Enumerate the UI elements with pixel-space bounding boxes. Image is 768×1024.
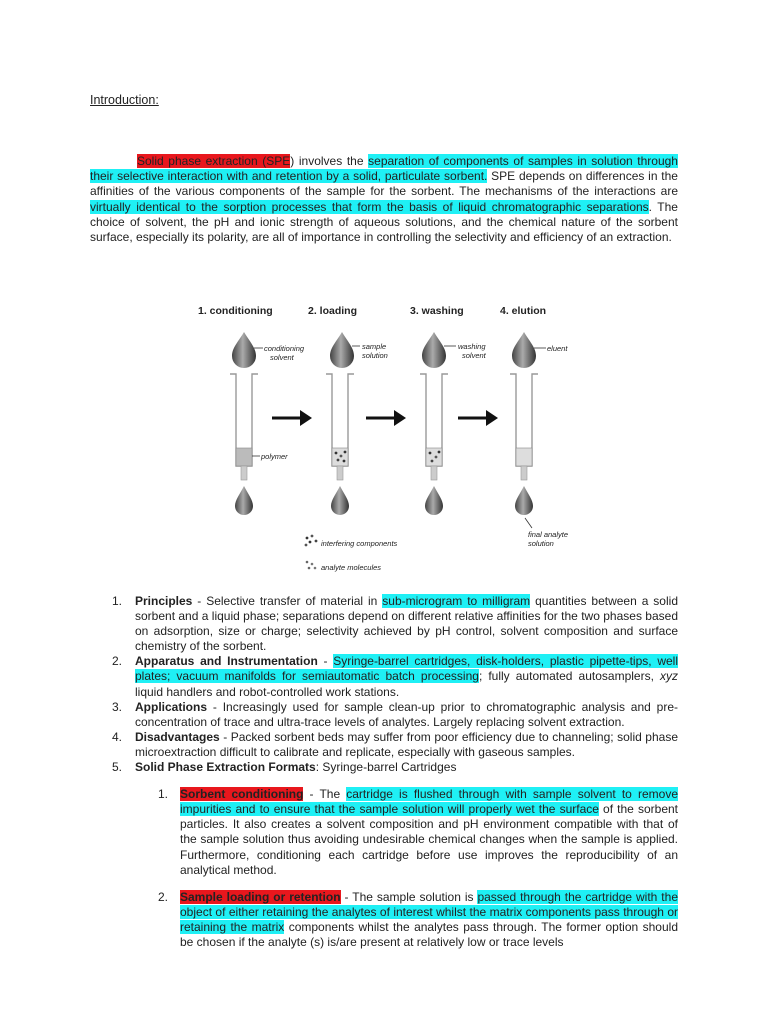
interfering-components-icon — [305, 535, 318, 547]
step-title-washing: 3. washing — [410, 305, 464, 317]
step-title-conditioning: 1. conditioning — [198, 305, 273, 317]
list-item-formats: 5. Solid Phase Extraction Formats: Syringe-barrel Cartridges — [112, 760, 457, 775]
spe-steps-diagram — [190, 296, 590, 582]
highlight-separation: separation of components of samples in solution through their selective interaction with and retention by a solid, particulate sorbent. — [90, 154, 678, 184]
final-analyte-label-1: final analyte — [528, 530, 569, 539]
step-title-elution: 4. elution — [500, 305, 547, 317]
washing-label-2: solvent — [462, 351, 486, 360]
conditioning-drop-icon — [232, 332, 256, 368]
section-heading: Introduction: — [90, 93, 159, 107]
figure-legend — [305, 535, 398, 572]
list-item-applications: 3. Applications - Increasingly used for sample clean-up prior to chromatographic analysis and pre-concentration of trace and ultra-trace levels of analytes. Largely replacing solvent extraction. — [112, 699, 678, 729]
eluent-label: eluent — [547, 344, 568, 353]
sample-label-1: sample — [362, 342, 387, 351]
step-elution — [510, 332, 568, 548]
list-item-apparatus: 2. Apparatus and Instrumentation - Syringe-barrel cartridges, disk-holders, plastic pipette-tips, well plates; vacuum manifolds for semiautomatic batch processing; fully automated autosamplers, xyz liquid handlers and robot-controlled work stations. — [112, 654, 678, 699]
highlight-sorption: virtually identical to the sorption processes that form the basis of liquid chromatographic separations — [90, 199, 649, 214]
sublist-item-conditioning: 1. Sorbent conditioning - The cartridge is flushed through with sample solvent to remove impurities and to ensure that the sample solution will properly wet the surface of the sorbent particles. It also creates a solvent composition and pH environment compatible with that of the sample solution thus avoiding undesirable chemical changes when the sample is applied. Furthermore, conditioning each cartridge before use improves the reproducibility of an analytical method. — [158, 787, 679, 877]
intro-paragraph: Solid phase extraction (SPE) involves the separation of components of samples in solution through their selective interaction with and retention by a solid, particulate sorbent. SPE depends on differences in the affinities of the various components of the sample for the sorbent. The mechanisms of the interactions are virtually identical to the sorption processes that form the basis of liquid chromatographic separations. The choice of solvent, the pH and ionic strength of aqueous solutions, and the chemical nature of the sorbent surface, especially its polarity, are all of importance in controlling the selectivity and efficiency of an extraction. — [90, 154, 678, 245]
list-item-disadvantages: 4. Disadvantages - Packed sorbent beds may suffer from poor efficiency due to channeling; solid phase microextraction difficult to calibrate and replicate, especially with gaseous samples. — [112, 729, 678, 759]
arrow-icon — [458, 410, 498, 426]
final-analyte-label-2: solution — [528, 539, 554, 548]
sample-label-2: solution — [362, 351, 388, 360]
washing-label-1: washing — [458, 342, 486, 351]
legend-analyte: analyte molecules — [321, 563, 382, 572]
sample-drop-icon — [330, 332, 354, 368]
step-title-loading: 2. loading — [308, 305, 358, 317]
highlight-passed-through: passed through the cartridge with the object of either retaining the analytes of interest whilst the matrix components pass through or retaining the matrix — [180, 889, 678, 934]
outlet-drop-4 — [515, 486, 533, 515]
conditioning-label-2: solvent — [270, 353, 294, 362]
highlight-sorbent-conditioning: Sorbent conditioning — [180, 787, 304, 802]
washing-drop-icon — [422, 332, 446, 368]
step-loading — [326, 332, 388, 515]
eluent-drop-icon — [512, 332, 536, 368]
highlight-spe-term: Solid phase extraction (SPE — [137, 154, 291, 168]
list-item-principles: 1. Principles - Selective transfer of material in sub-microgram to milligram quantities between a solid sorbent and a liquid phase; separations depend on different relative affinities for the two phases based on adsorption, size or charge; selectivity achieved by pH control, solvent composition and surface chemistry of the sorbent. — [112, 594, 678, 654]
outlet-drop-3 — [425, 486, 443, 515]
highlight-flushed: cartridge is flushed through with sample solvent to remove impurities and to ensure that the sample solution will properly wet the surface — [180, 787, 678, 817]
highlight-quantities: sub-microgram to milligram — [382, 594, 531, 608]
legend-interfering: interfering components — [321, 539, 398, 548]
numbered-list — [90, 594, 678, 962]
outlet-drop-2 — [331, 486, 349, 515]
arrow-icon — [366, 410, 406, 426]
arrow-icon — [272, 410, 312, 426]
conditioning-label-1: conditioning — [264, 344, 305, 353]
analyte-molecules-icon — [306, 561, 317, 570]
polymer-label: polymer — [261, 452, 288, 461]
sublist-item-loading: 2. Sample loading or retention - The sample solution is passed through the cartridge with the object of either retaining the analytes of interest whilst the matrix components pass through or retaining the matrix components whilst the analytes pass through. The former option should be chosen if the analyte (s) is/are present at relatively low or trace levels — [158, 889, 678, 949]
highlight-sample-loading: Sample loading or retention — [180, 889, 341, 904]
outlet-drop-1 — [235, 486, 253, 515]
step-conditioning — [230, 332, 305, 515]
highlight-apparatus: Syringe-barrel cartridges, disk-holders, plastic pipette-tips, well plates; vacuum manifolds for semiautomatic batch processing — [135, 654, 678, 684]
step-washing — [420, 332, 487, 515]
